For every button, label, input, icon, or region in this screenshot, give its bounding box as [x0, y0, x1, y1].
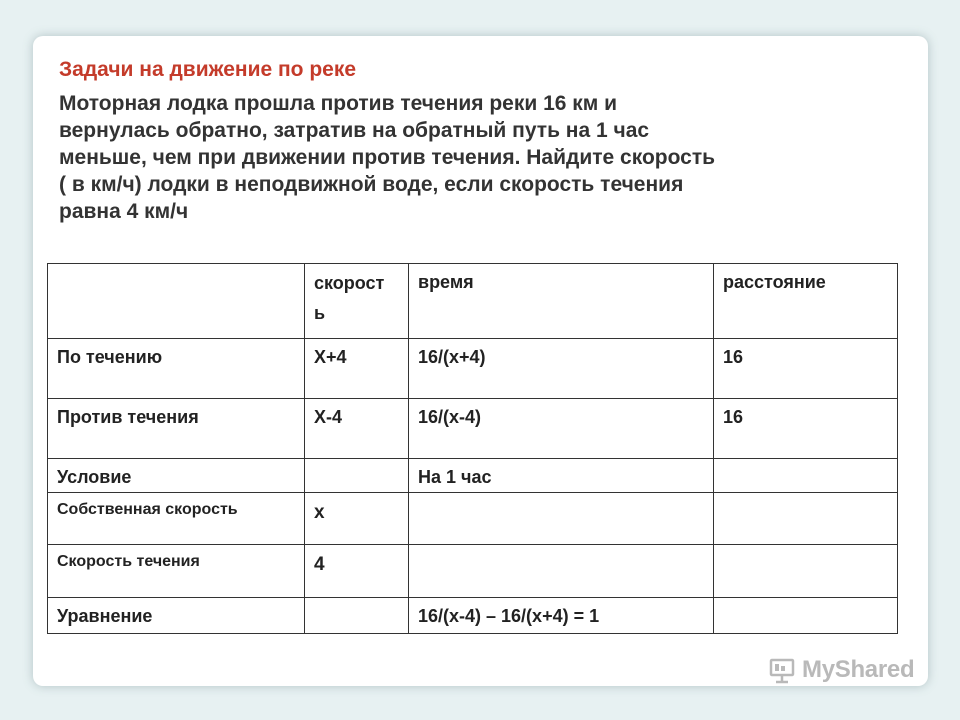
table-row [48, 399, 898, 459]
presentation-board-icon [768, 656, 796, 684]
slide-title: Задачи на движение по реке [59, 58, 357, 81]
watermark [768, 656, 914, 684]
row-distance: 16 [714, 339, 898, 399]
header-cell-speed [305, 264, 409, 339]
row-distance: 16 [714, 399, 898, 459]
header-cell-blank [48, 264, 305, 339]
row-speed [305, 459, 409, 493]
table-row [48, 493, 898, 545]
problem-line: равна 4 км/ч [59, 200, 189, 223]
motion-table [47, 263, 898, 634]
row-speed: 4 [305, 545, 409, 598]
row-speed: Х-4 [305, 399, 409, 459]
row-distance [714, 493, 898, 545]
row-speed: Х+4 [305, 339, 409, 399]
row-label: Уравнение [48, 598, 305, 634]
header-cell-time: время [409, 264, 714, 339]
problem-line: Моторная лодка прошла против течения реки 16 км и [59, 92, 618, 115]
row-speed [305, 598, 409, 634]
row-time: 16/(х+4) [409, 339, 714, 399]
row-time [409, 545, 714, 598]
row-label: Скорость течения [48, 545, 305, 598]
problem-line: меньше, чем при движении против течения. Найдите скорость [59, 146, 716, 169]
problem-text [59, 90, 939, 225]
header-cell-distance: расстояние [714, 264, 898, 339]
table-row [48, 598, 898, 634]
row-speed: х [305, 493, 409, 545]
row-distance [714, 598, 898, 634]
header-speed-line2: ь [314, 303, 326, 323]
row-label: Условие [48, 459, 305, 493]
row-time: 16/(х-4) – 16/(х+4) = 1 [409, 598, 714, 634]
row-time [409, 493, 714, 545]
header-speed-line1: скорост [314, 273, 385, 293]
row-label: Собственная скорость [48, 493, 305, 545]
row-time: На 1 час [409, 459, 714, 493]
table-row [48, 459, 898, 493]
row-time: 16/(х-4) [409, 399, 714, 459]
problem-line: ( в км/ч) лодки в неподвижной воде, если скорость течения [59, 173, 684, 196]
table-row [48, 545, 898, 598]
problem-line: вернулась обратно, затратив на обратный путь на 1 час [59, 119, 650, 142]
row-label: Против течения [48, 399, 305, 459]
row-label: По течению [48, 339, 305, 399]
row-distance [714, 459, 898, 493]
table-row [48, 339, 898, 399]
watermark-text: MyShared [802, 656, 915, 683]
table-header-row [48, 264, 898, 339]
row-distance [714, 545, 898, 598]
